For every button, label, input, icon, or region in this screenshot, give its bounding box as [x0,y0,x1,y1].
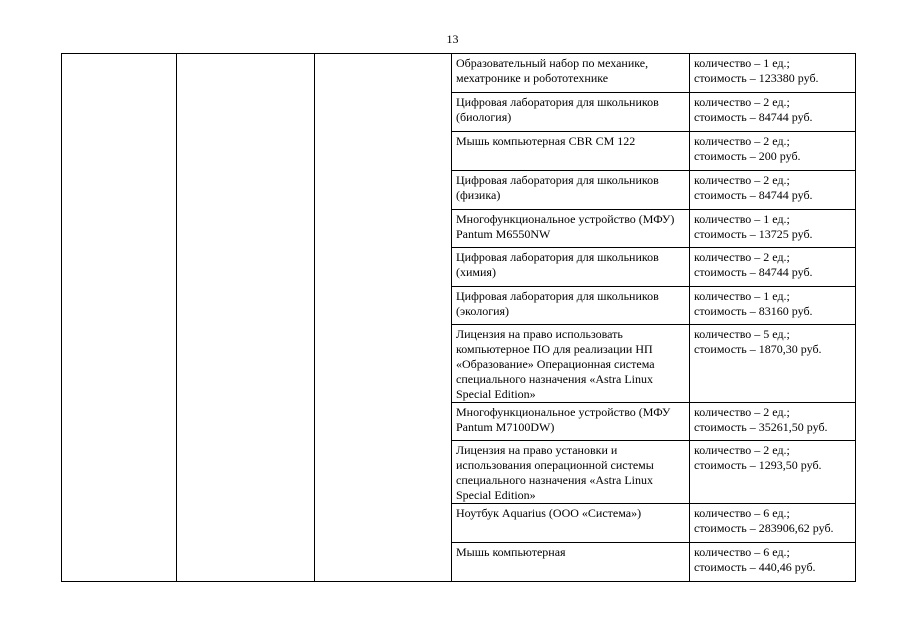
quantity-cost-cell [690,441,856,504]
cost-text: стоимость – 84744 руб. [694,188,813,202]
org-column-cell [62,54,177,582]
quantity-text: количество – 1 ед.; [694,289,790,303]
table-body [62,54,856,582]
quantity-cost-cell [690,210,856,248]
equipment-name-cell: Образовательный набор по механике, мехатронике и робототехнике [452,54,690,93]
cost-text: стоимость – 440,46 руб. [694,560,816,574]
equipment-name-cell: Цифровая лаборатория для школьников (химия) [452,248,690,287]
cost-text: стоимость – 1870,30 руб. [694,342,822,356]
quantity-cost-cell [690,171,856,210]
quantity-text: количество – 5 ед.; [694,327,790,341]
equipment-name-cell: Многофункциональное устройство (МФУ) Pantum M6550NW [452,210,690,248]
quantity-cost-cell [690,403,856,441]
equipment-name-cell: Многофункциональное устройство (МФУ Pantum M7100DW) [452,403,690,441]
cost-text: стоимость – 84744 руб. [694,110,813,124]
quantity-text: количество – 2 ед.; [694,443,790,457]
program-column-cell [177,54,315,582]
equipment-table [61,53,856,582]
quantity-cost-cell [690,93,856,132]
quantity-text: количество – 2 ед.; [694,95,790,109]
cost-text: стоимость – 13725 руб. [694,227,813,241]
cost-text: стоимость – 283906,62 руб. [694,521,834,535]
equipment-name-cell: Цифровая лаборатория для школьников (экология) [452,287,690,325]
equipment-name-cell: Лицензия на право использовать компьютерное ПО для реализации НП «Образование» Операционная система специального назначения «Astra Linux Special Edition» [452,325,690,403]
quantity-text: количество – 6 ед.; [694,545,790,559]
quantity-text: количество – 1 ед.; [694,56,790,70]
quantity-cost-cell [690,325,856,403]
cost-text: стоимость – 200 руб. [694,149,801,163]
cost-text: стоимость – 123380 руб. [694,71,819,85]
quantity-cost-cell [690,132,856,171]
equipment-name-cell: Ноутбук Aquarius (ООО «Система») [452,504,690,543]
page-number: 13 [446,32,459,46]
equipment-name-cell: Мышь компьютерная [452,543,690,582]
cost-text: стоимость – 35261,50 руб. [694,420,828,434]
quantity-cost-cell [690,543,856,582]
quantity-text: количество – 1 ед.; [694,212,790,226]
quantity-cost-cell [690,248,856,287]
quantity-text: количество – 2 ед.; [694,134,790,148]
equipment-name-cell: Цифровая лаборатория для школьников (физика) [452,171,690,210]
quantity-cost-cell [690,504,856,543]
cost-text: стоимость – 1293,50 руб. [694,458,822,472]
quantity-text: количество – 2 ед.; [694,250,790,264]
quantity-text: количество – 6 ед.; [694,506,790,520]
quantity-text: количество – 2 ед.; [694,405,790,419]
quantity-cost-cell [690,54,856,93]
equipment-name-cell: Цифровая лаборатория для школьников (биология) [452,93,690,132]
equipment-name-cell: Мышь компьютерная CBR CM 122 [452,132,690,171]
equipment-name-cell: Лицензия на право установки и использования операционной системы специального назначения «Astra Linux Special Edition» [452,441,690,504]
cost-text: стоимость – 84744 руб. [694,265,813,279]
result-column-cell [315,54,452,582]
cost-text: стоимость – 83160 руб. [694,304,813,318]
quantity-text: количество – 2 ед.; [694,173,790,187]
table-row [62,54,856,93]
quantity-cost-cell [690,287,856,325]
